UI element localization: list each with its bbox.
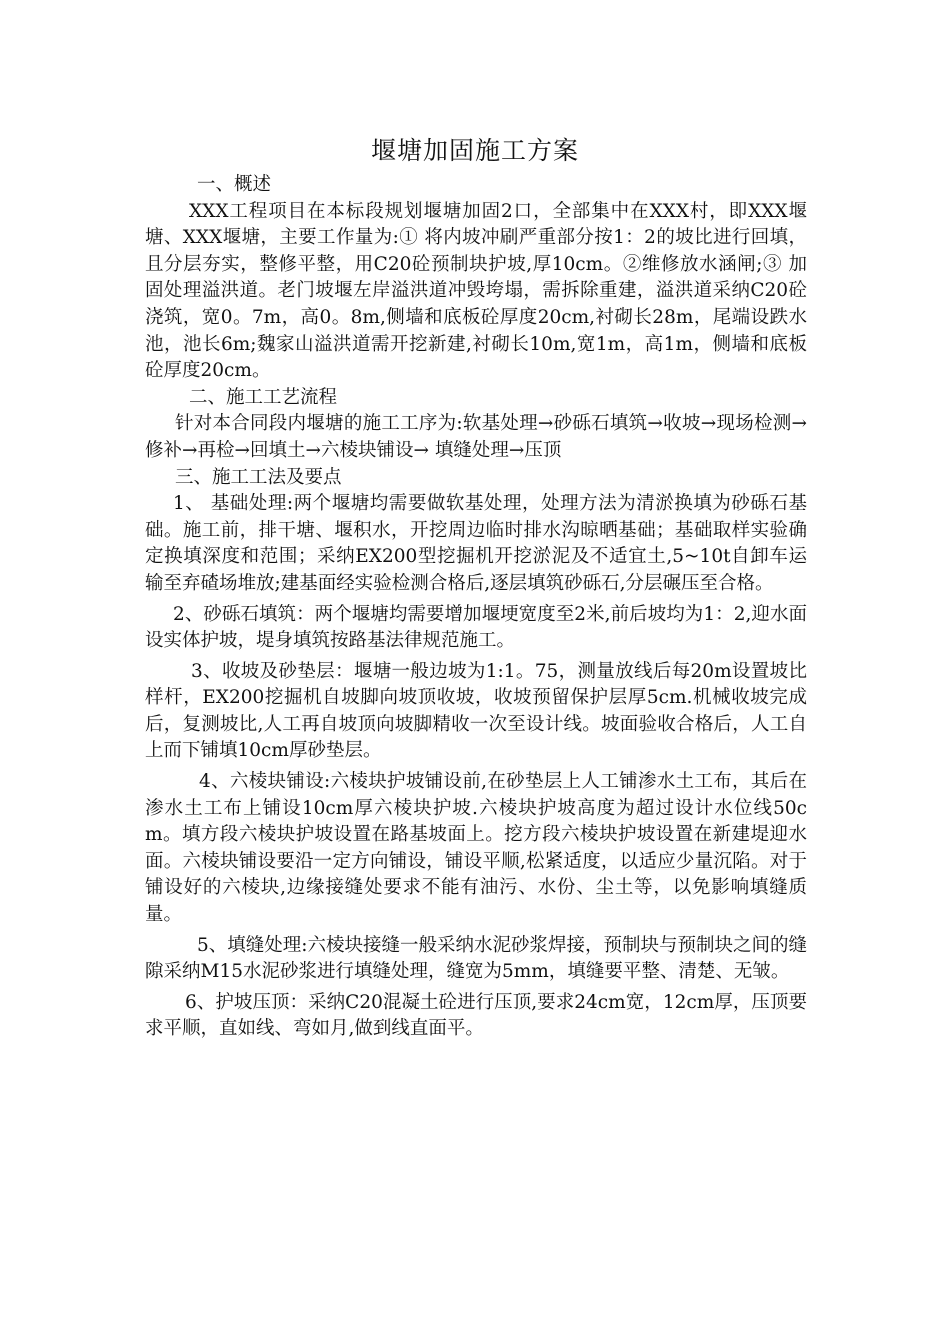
section-heading-overview: 一、概述 [197, 174, 272, 195]
method-item-foundation: 1、 基础处理:两个堰塘均需要做软基处理，处理方法为清淤换填为砂砾石基础。施工前，排干塘、堰积水，开挖周边临时排水沟晾晒基础；基础取样实验确定换填深度和范围；采纳EX200型挖掘机开挖淤泥及不适宜土,5~10t自卸车运输至弃碴场堆放;建基面经实验检测合格后,逐层填筑砂砾石,分层碾压至合格。 [145, 493, 807, 594]
method-item-gravel-filling: 2、砂砾石填筑：两个堰塘均需要增加堰埂宽度至2米,前后坡均为1：2,迎水面设实体护坡，堤身填筑按路基法律规范施工。 [145, 603, 807, 652]
section-heading-methods: 三、施工工法及要点 [175, 466, 342, 488]
overview-paragraph: XXX工程项目在本标段规划堰塘加固2口，全部集中在XXX村，即XXX堰塘、XXX堰塘，主要工作量为:① 将内坡冲刷严重部分按1：2的坡比进行回填，且分层夯实，整修平整，用C20砼预制块护坡,厚10cm。②维修放水涵闸;③ 加固处理溢洪道。老门坡堰左岸溢洪道冲毁垮塌，需拆除重建，溢洪道采纳C20砼浇筑，宽0。7m，高0。8m,侧墙和底板砼厚度20cm,衬砌长28m，尾端设跌水池，池长6m;魏家山溢洪道需开挖新建,衬砌长10m,宽1m，高1m，侧墙和底板砼厚度20cm。 [145, 200, 807, 382]
document-body [145, 172, 807, 1043]
method-item-slope-capping: 6、护坡压顶：采纳C20混凝土砼进行压顶,要求24cm宽，12cm厚，压顶要求平顺，直如线、弯如月,做到线直面平。 [145, 991, 807, 1040]
method-item-slope-sand-cushion: 3、收坡及砂垫层：堰塘一般边坡为1:1。75，测量放线后每20m设置坡比样杆，EX200挖掘机自坡脚向坡顶收坡，收坡预留保护层厚5cm.机械收坡完成后，复测坡比,人工再自坡顶向坡脚精收一次至设计线。坡面验收合格后，人工自上而下铺填10cm厚砂垫层。 [145, 660, 807, 762]
section-heading-process-flow: 二、施工工艺流程 [189, 386, 338, 408]
document-title: 堰塘加固施工方案 [370, 136, 579, 165]
method-item-joint-filling: 5、填缝处理:六棱块接缝一般采纳水泥砂浆焊接，预制块与预制块之间的缝隙采纳M15水泥砂浆进行填缝处理，缝宽为5mm，填缝要平整、清楚、无皱。 [145, 934, 808, 983]
process-flow-paragraph: 针对本合同段内堰塘的施工工序为:软基处理→砂砾石填筑→收坡→现场检测→修补→再检→回填土→六棱块铺设→ 填缝处理→压顶 [145, 413, 807, 461]
method-item-hexagon-block-laying: 4、六棱块铺设:六棱块护坡铺设前,在砂垫层上人工铺渗水土工布，其后在渗水土工布上铺设10cm厚六棱块护坡.六棱块护坡高度为超过设计水位线50cm。填方段六棱块护坡设置在路基坡面上。挖方段六棱块护坡设置在新建堤迎水面。六棱块铺设要沿一定方向铺设，铺设平顺,松紧适度，以适应少量沉陷。对于铺设好的六棱块,边缘接缝处要求不能有油污、水份、尘土等，以免影响填缝质量。 [145, 771, 807, 926]
